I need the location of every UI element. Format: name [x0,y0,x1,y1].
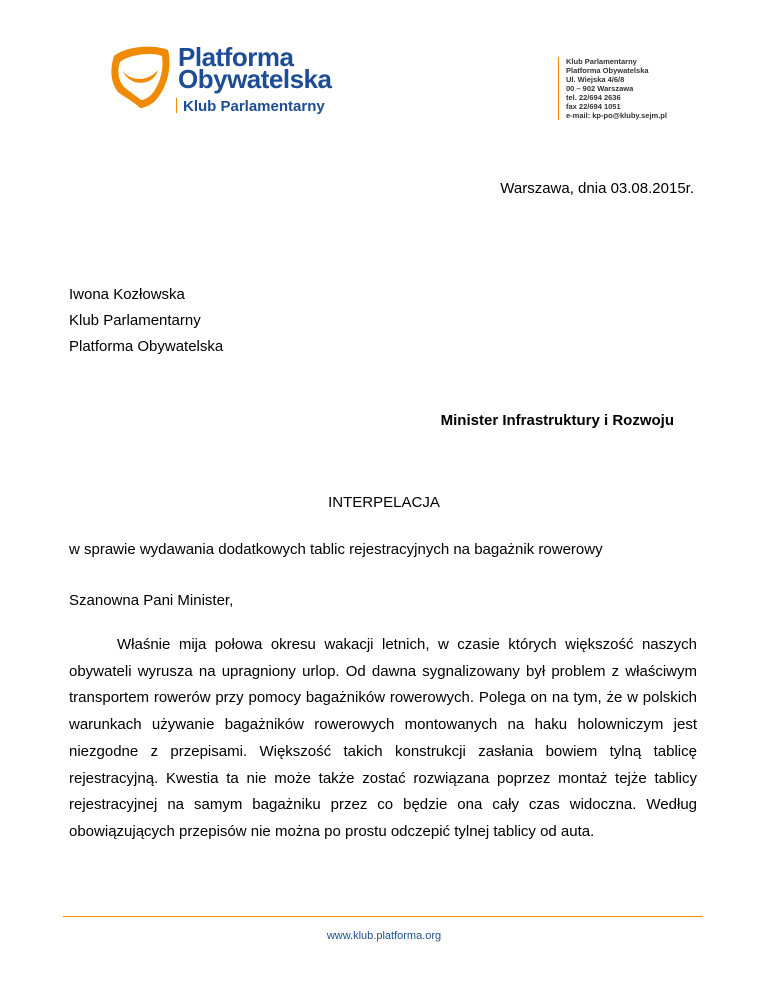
contact-line: tel. 22/694 2636 [566,93,621,102]
contact-line: fax 22/694 1051 [566,102,621,111]
contact-block [558,57,667,120]
party-logo [106,40,366,120]
logo-subtitle [176,98,325,115]
logo-subtitle-text: Klub Parlamentarny [183,98,325,115]
subject-line: w sprawie wydawania dodatkowych tablic rejestracyjnych na bagażnik rowerowy [69,541,603,558]
contact-line: Klub Parlamentarny [566,57,637,66]
logo-divider [176,98,177,113]
letter-body [69,632,697,846]
footer-url: www.klub.platforma.org [326,930,442,942]
document-heading: INTERPELACJA [328,494,440,511]
contact-email: e-mail: kp-po@kluby.sejm.pl [566,111,667,120]
contact-line: 00 – 902 Warszawa [566,84,634,93]
letter-date: Warszawa, dnia 03.08.2015r. [500,180,694,197]
logo-line-2: Obywatelska [178,64,332,94]
salutation: Szanowna Pani Minister, [69,592,234,609]
logo-line-1: Platforma [178,42,294,72]
logo-name [178,42,332,94]
contact-line: Platforma Obywatelska [566,66,649,75]
sender-block [69,282,223,360]
logo-smile-icon [106,42,176,112]
sender-name: Iwona Kozłowska [69,286,185,303]
body-paragraph: Właśnie mija połowa okresu wakacji letnich, w czasie których większość naszych obywateli wyrusza na upragniony urlop. Od dawna sygnalizowany był problem z właściwym transportem rowerów przy pomocy bagażników rowerowych. Polega on na tym, że w polskich warunkach używanie bagażników rowerowych montowanych na haku holowniczym jest niezgodne z przepisami. Większość takich konstrukcji zasłania bowiem tylną tablicę rejestracyjną. Kwestia ta nie może także zostać rozwiązana poprzez montaż tejże tablicy rejestracyjnej na samym bagażniku przez co będzie ona cały czas widoczna. Według obowiązujących przepisów nie można po prostu odczepić tylnej tablicy od auta. [69,636,697,840]
sender-club: Klub Parlamentarny [69,312,201,329]
recipient: Minister Infrastruktury i Rozwoju [440,412,674,429]
contact-line: Ul. Wiejska 4/6/8 [566,75,625,84]
sender-party: Platforma Obywatelska [69,338,224,355]
footer-divider [63,916,703,917]
